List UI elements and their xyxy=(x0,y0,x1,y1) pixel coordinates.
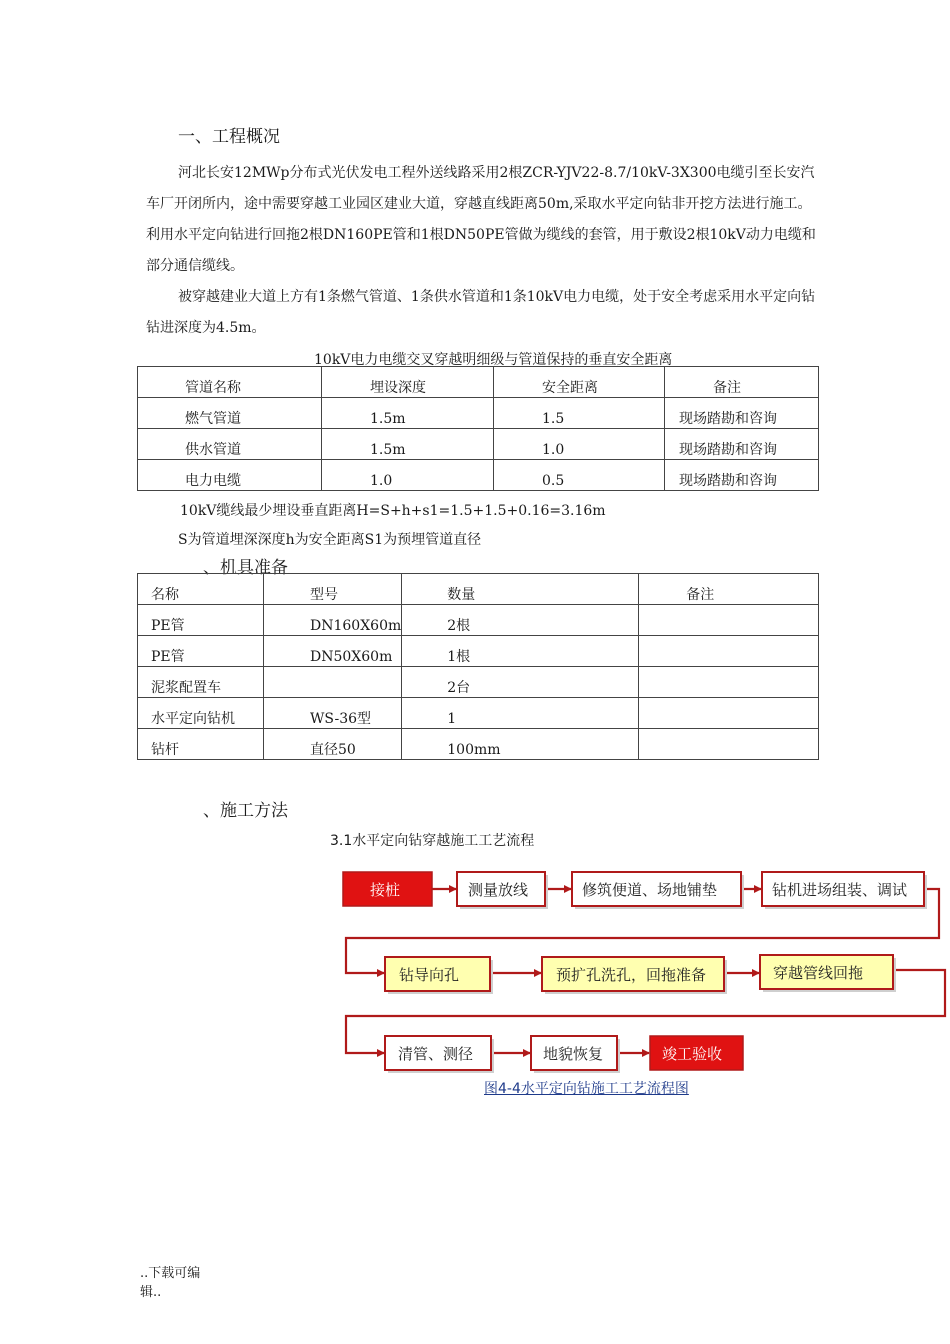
section-heading-overview: 一、工程概况 xyxy=(178,127,280,147)
table-cell: 水平定向钻机 xyxy=(138,698,264,729)
table-cell: 2根 xyxy=(402,605,639,636)
table-cell: 1 xyxy=(402,698,639,729)
flow-step-label: 接桩 xyxy=(370,881,401,899)
safety-table-title: 10kV电力电缆交叉穿越明细级与管道保持的垂直安全距离 xyxy=(314,352,673,368)
table-cell: 1.5m xyxy=(322,398,494,429)
flow-subheading: 3.1水平定向钻穿越施工工艺流程 xyxy=(330,833,535,849)
table-cell: 现场踏勘和咨询 xyxy=(665,429,819,460)
footer-line-1: ..下载可编 xyxy=(140,1266,201,1281)
flow-step-label: 钻导向孔 xyxy=(399,966,460,984)
section-heading-equipment: 、机具准备 xyxy=(203,558,288,578)
table-header-cell: 安全距离 xyxy=(494,367,665,398)
table-header-cell: 名称 xyxy=(138,574,264,605)
overview-paragraph-1: 河北长安12MWp分布式光伏发电工程外送线路采用2根ZCR-YJV22-8.7/10kV-3X300电缆引至长安汽车厂开闭所内，途中需要穿越工业园区建业大道，穿越直线距离50m,采取水平定向钻非开挖方法进行施工。利用水平定向钻进行回拖2根DN160PE管和1根DN50PE管做为缆线的套管，用于敷设2根10kV动力电缆和部分通信缆线。 xyxy=(146,165,816,274)
table-header-cell: 数量 xyxy=(402,574,639,605)
table-header-cell: 管道名称 xyxy=(138,367,322,398)
flow-step-label: 竣工验收 xyxy=(662,1045,723,1063)
table-cell: WS-36型 xyxy=(264,698,402,729)
flow-step-label: 清管、测径 xyxy=(398,1045,474,1063)
table-cell: 钻杆 xyxy=(138,729,264,760)
table-cell: 泥浆配置车 xyxy=(138,667,264,698)
flow-step-label: 测量放线 xyxy=(468,881,529,899)
table-cell: 1.5m xyxy=(322,429,494,460)
table-cell: 直径50 xyxy=(264,729,402,760)
footer-note xyxy=(140,1264,200,1302)
table-cell: PE管 xyxy=(138,605,264,636)
table-cell: 0.5 xyxy=(494,460,665,491)
flow-step-label: 钻机进场组装、调试 xyxy=(772,881,908,899)
table-cell: 1.0 xyxy=(494,429,665,460)
flow-step-label: 穿越管线回拖 xyxy=(773,964,864,982)
table-cell: 2台 xyxy=(402,667,639,698)
formula-line: 10kV缆线最少埋设垂直距离H=S+h+s1=1.5+1.5+0.16=3.16m xyxy=(180,503,606,519)
section-heading-method: 、施工方法 xyxy=(203,801,288,821)
table-cell: DN50X60m xyxy=(264,636,402,667)
flowchart-caption: 图4-4水平定向钻施工工艺流程图 xyxy=(484,1081,689,1097)
table-header-cell: 备注 xyxy=(639,574,819,605)
table-cell: 电力电缆 xyxy=(138,460,322,491)
table-cell: PE管 xyxy=(138,636,264,667)
table-cell: DN160X60m xyxy=(264,605,402,636)
table-cell: 现场踏勘和咨询 xyxy=(665,398,819,429)
flow-step-label: 地貌恢复 xyxy=(543,1045,604,1063)
flow-step-label: 修筑便道、场地铺垫 xyxy=(582,881,718,899)
table-cell: 1根 xyxy=(402,636,639,667)
table-cell: 供水管道 xyxy=(138,429,322,460)
table-header-cell: 型号 xyxy=(264,574,402,605)
overview-paragraph-2: 被穿越建业大道上方有1条燃气管道、1条供水管道和1条10kV电力电缆，处于安全考虑采用水平定向钻钻进深度为4.5m。 xyxy=(146,289,816,336)
table-cell: 1.0 xyxy=(322,460,494,491)
flow-step-label: 预扩孔洗孔，回拖准备 xyxy=(556,966,707,984)
table-header-cell: 埋设深度 xyxy=(322,367,494,398)
table-header-cell: 备注 xyxy=(665,367,819,398)
table-cell: 1.5 xyxy=(494,398,665,429)
table-cell: 燃气管道 xyxy=(138,398,322,429)
table-cell: 100mm xyxy=(402,729,639,760)
footer-line-2: 辑.. xyxy=(140,1285,162,1300)
formula-note: S为管道埋深深度h为安全距离S1为预埋管道直径 xyxy=(178,532,482,548)
table-cell: 现场踏勘和咨询 xyxy=(665,460,819,491)
